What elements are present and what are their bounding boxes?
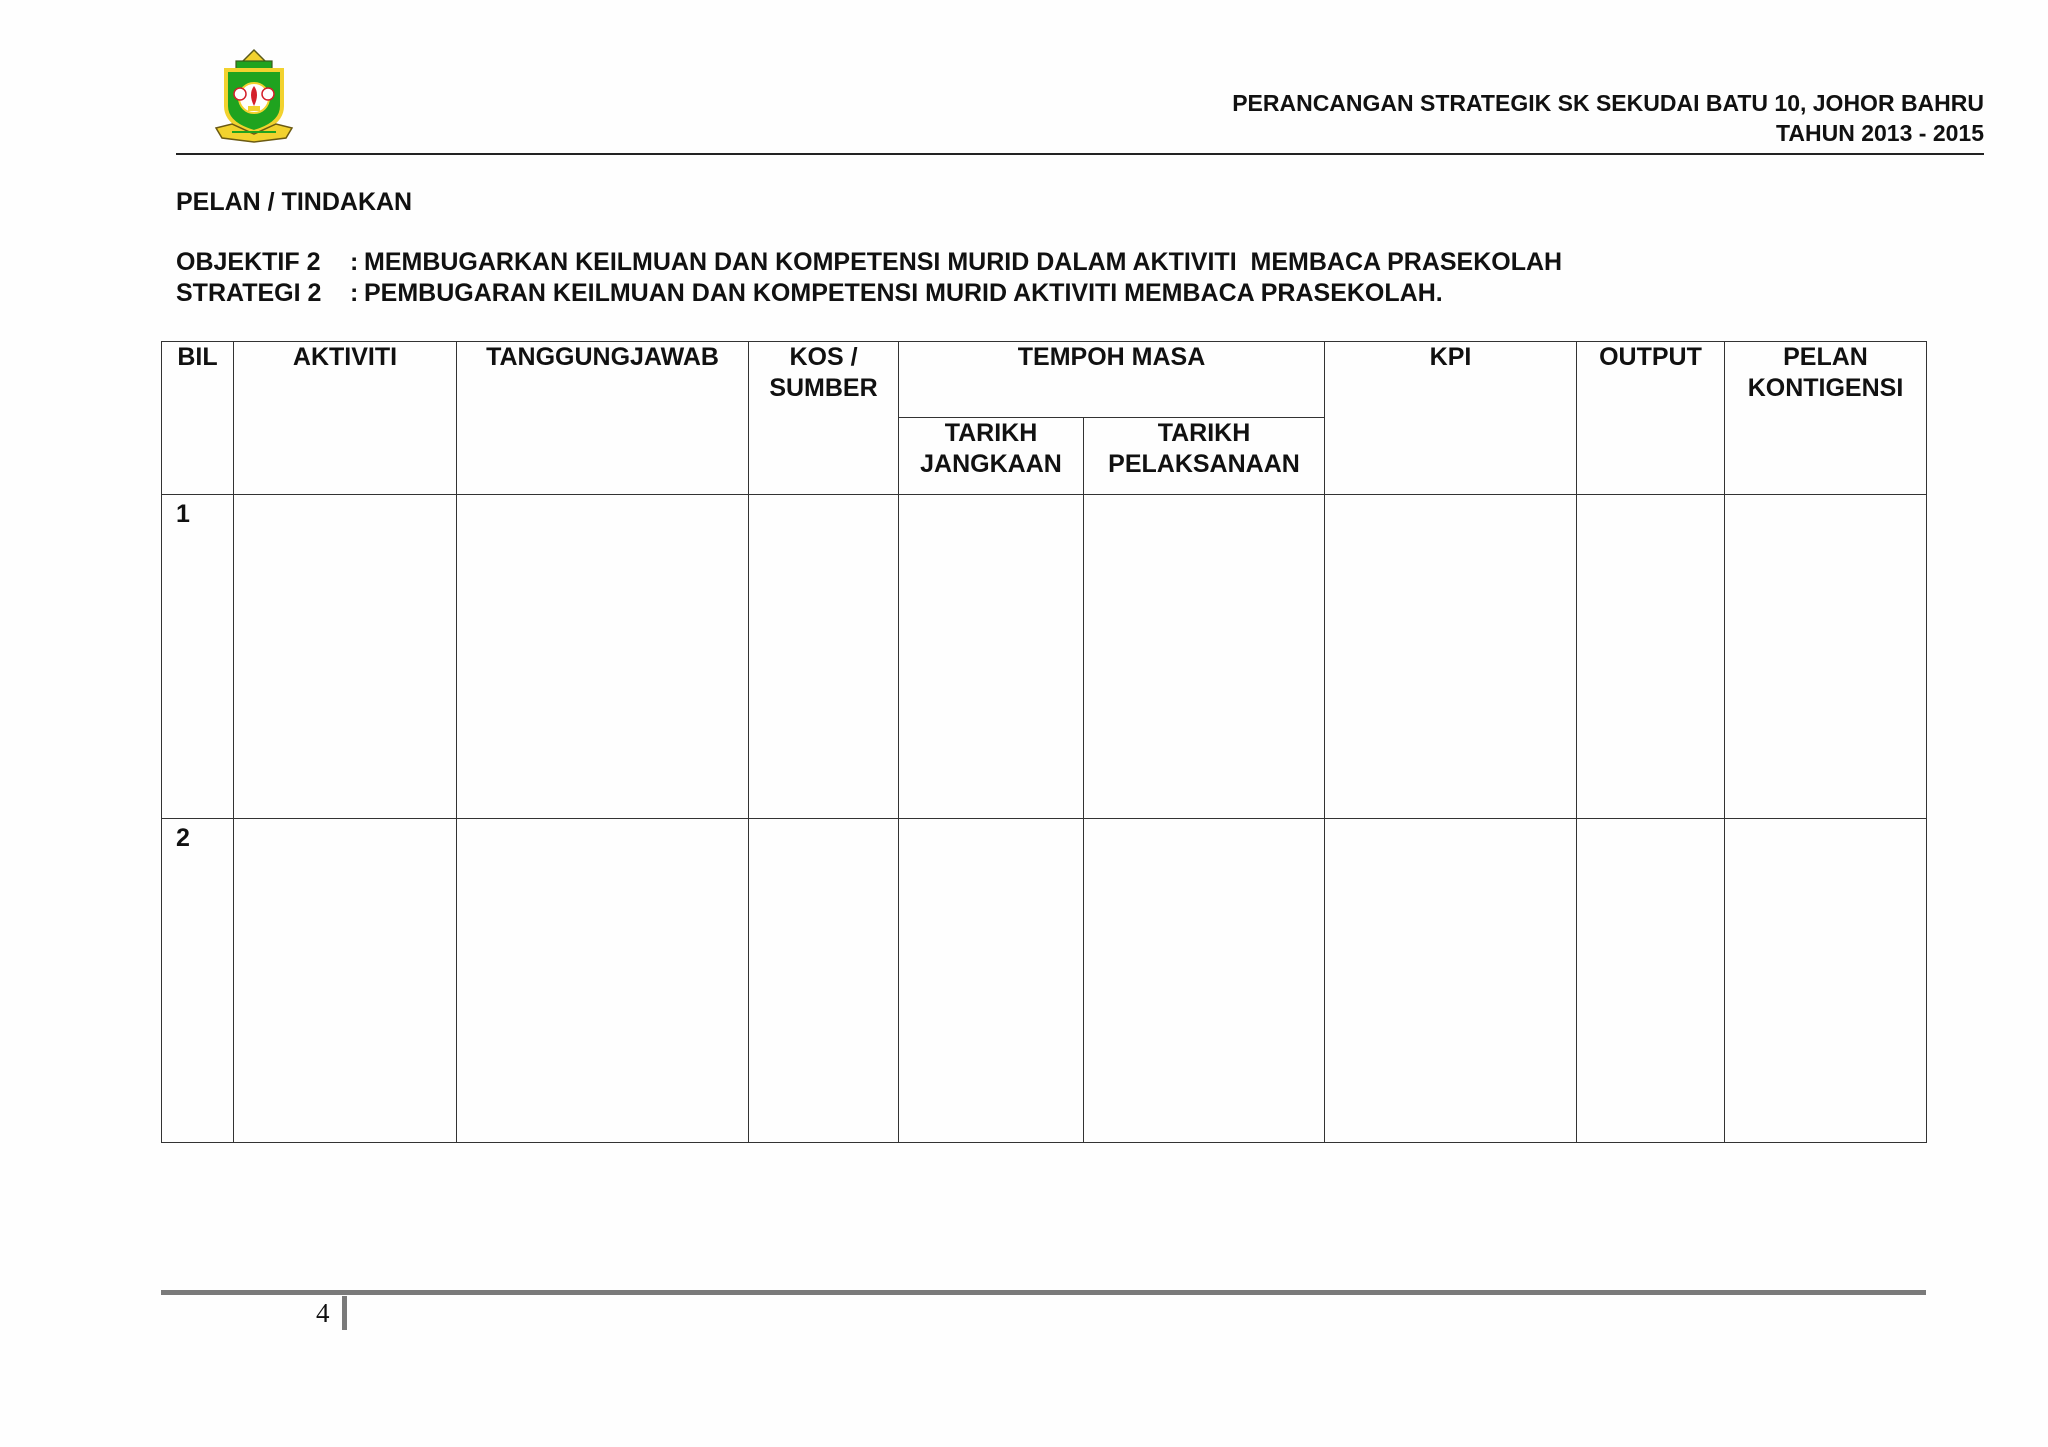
header-kos-sumber <box>749 342 899 495</box>
header-tarikh-jangkaan <box>899 418 1084 495</box>
header-tarikh-jangkaan-line1: TARIKH <box>944 419 1038 447</box>
cell-pelan-kontigensi <box>1725 819 1927 1143</box>
objective-strategy-block <box>176 247 1562 309</box>
header-pelan-line2: KONTIGENSI <box>1747 374 1904 402</box>
page-number-bar <box>342 1296 347 1330</box>
cell-output <box>1577 495 1725 819</box>
cell-output <box>1577 819 1725 1143</box>
header-kpi: KPI <box>1325 342 1577 495</box>
header-tarikh-pelaksanaan-line1: TARIKH <box>1157 419 1251 447</box>
section-title: PELAN / TINDAKAN <box>176 188 413 216</box>
header-tarikh-jangkaan-line2: JANGKAAN <box>920 450 1062 478</box>
header-aktiviti: AKTIVITI <box>234 342 457 495</box>
action-plan-table <box>161 341 1927 1143</box>
header-tanggungjawab: TANGGUNGJAWAB <box>457 342 749 495</box>
cell-tarikh-jangkaan <box>899 819 1084 1143</box>
cell-tanggungjawab <box>457 819 749 1143</box>
header-pelan-line1: PELAN <box>1783 343 1868 371</box>
row-number: 1 <box>162 495 234 819</box>
objective-text: MEMBUGARKAN KEILMUAN DAN KOMPETENSI MURID DALAM AKTIVITI MEMBACA PRASEKOLAH <box>364 248 1563 276</box>
header-divider <box>176 153 1984 155</box>
table-row <box>162 495 1927 819</box>
school-crest-icon <box>212 48 296 144</box>
footer-divider <box>161 1290 1926 1295</box>
header-title-line2: TAHUN 2013 - 2015 <box>1776 120 1984 146</box>
table-header-row <box>162 342 1927 418</box>
school-crest-logo <box>212 48 296 144</box>
cell-pelan-kontigensi <box>1725 495 1927 819</box>
header-kos-line2: SUMBER <box>769 374 878 402</box>
table-row <box>162 819 1927 1143</box>
cell-tarikh-pelaksanaan <box>1084 495 1325 819</box>
strategy-text: PEMBUGARAN KEILMUAN DAN KOMPETENSI MURID AKTIVITI MEMBACA PRASEKOLAH. <box>364 279 1443 307</box>
cell-kpi <box>1325 819 1577 1143</box>
objective-separator: : <box>350 248 359 276</box>
header-title-line1: PERANCANGAN STRATEGIK SK SEKUDAI BATU 10, JOHOR BAHRU <box>1232 90 1984 116</box>
document-header <box>1232 88 1984 148</box>
row-number: 2 <box>162 819 234 1143</box>
cell-aktiviti <box>234 819 457 1143</box>
strategy-separator: : <box>350 279 359 307</box>
header-pelan-kontigensi <box>1725 342 1927 495</box>
objective-label: OBJEKTIF 2 <box>176 248 321 276</box>
cell-tarikh-pelaksanaan <box>1084 819 1325 1143</box>
cell-kos-sumber <box>749 819 899 1143</box>
header-output: OUTPUT <box>1577 342 1725 495</box>
header-tarikh-pelaksanaan <box>1084 418 1325 495</box>
header-tempoh-masa: TEMPOH MASA <box>899 342 1325 418</box>
strategy-label: STRATEGI 2 <box>176 279 322 307</box>
cell-tanggungjawab <box>457 495 749 819</box>
header-kos-line1: KOS / <box>789 343 858 371</box>
cell-tarikh-jangkaan <box>899 495 1084 819</box>
page-number: 4 <box>316 1298 330 1328</box>
cell-kpi <box>1325 495 1577 819</box>
strategy-row <box>176 278 1562 309</box>
cell-kos-sumber <box>749 495 899 819</box>
cell-aktiviti <box>234 495 457 819</box>
header-bil: BIL <box>162 342 234 495</box>
objective-row <box>176 247 1562 278</box>
header-tarikh-pelaksanaan-line2: PELAKSANAAN <box>1108 450 1300 478</box>
